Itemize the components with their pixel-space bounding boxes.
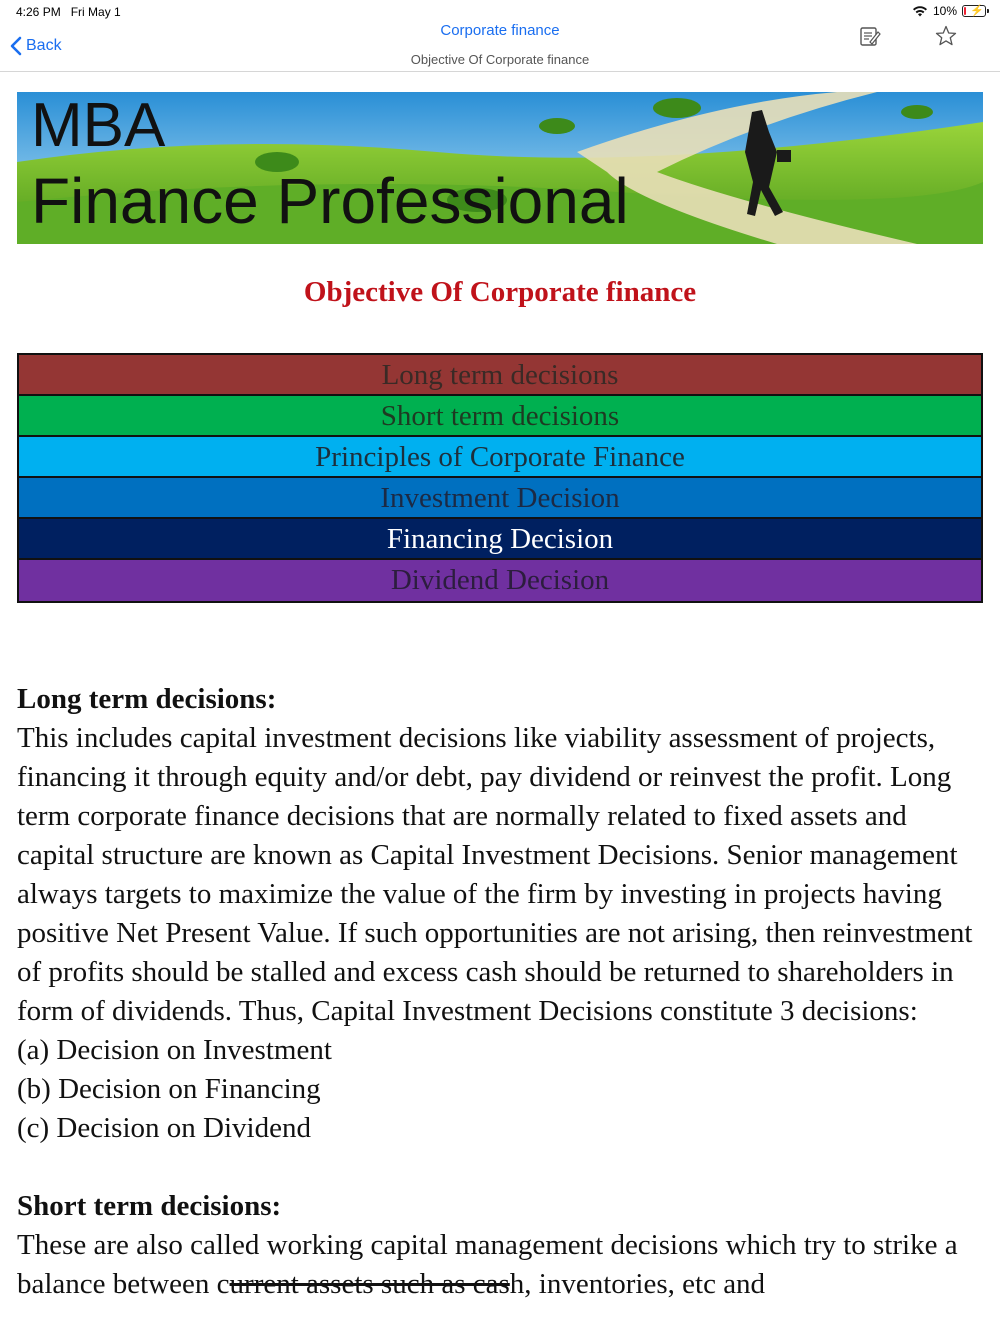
short-term-text-start: These are also called working capital management decisions which try to strike a balance between c <box>17 1229 958 1300</box>
status-bar <box>0 0 1000 22</box>
banner-image <box>17 92 983 244</box>
menu-item-long-term[interactable]: Long term decisions <box>19 355 981 396</box>
topic-menu <box>17 353 983 603</box>
battery-icon <box>962 5 986 17</box>
page-heading: Objective Of Corporate finance <box>303 276 697 308</box>
nav-subtitle: Objective Of Corporate finance <box>410 52 590 67</box>
list-item: (b) Decision on Financing <box>17 1073 321 1105</box>
nav-title: Corporate finance <box>440 22 560 39</box>
banner-title-line2: Finance Professional <box>31 165 629 237</box>
nav-bar <box>0 22 1000 72</box>
short-term-paragraph <box>17 1226 987 1304</box>
status-date: Fri May 1 <box>70 5 121 19</box>
charging-bolt-icon: ⚡ <box>970 5 984 17</box>
status-time: 4:26 PM Fri May 1 <box>16 5 121 19</box>
long-term-paragraph: This includes capital investment decisions like viability assessment of projects, financing it through equity and/or debt, pay dividend or reinvest the profit. Long term corporate finance decisions that are normally related to fixed assets and capital structure are known as Capital Investment Decisions. Senior management always targets to maximize the value of the firm by investing in projects having positive Net Present Value. If such opportunities are not arising, then reinvestment of profits should be stalled and excess cash should be returned to shareholders in form of dividends. Thus, Capital Investment Decisions constitute 3 decisions: <box>17 722 973 1027</box>
short-term-text-struck: urrent assets such as cas <box>229 1268 510 1300</box>
battery-level <box>964 7 966 15</box>
menu-item-dividend[interactable]: Dividend Decision <box>19 560 981 601</box>
status-right <box>912 4 986 18</box>
banner-title-line1: MBA <box>31 92 166 160</box>
menu-item-investment[interactable]: Investment Decision <box>19 478 981 519</box>
wifi-icon <box>912 5 928 17</box>
section-heading-long-term: Long term decisions: <box>17 683 277 715</box>
section-heading-short-term: Short term decisions: <box>17 1190 282 1222</box>
star-icon[interactable] <box>934 24 958 48</box>
menu-item-short-term[interactable]: Short term decisions <box>19 396 981 437</box>
menu-item-principles[interactable]: Principles of Corporate Finance <box>19 437 981 478</box>
list-item: (a) Decision on Investment <box>17 1034 332 1066</box>
list-item: (c) Decision on Dividend <box>17 1112 311 1144</box>
back-label: Back <box>26 37 62 54</box>
article-content <box>17 680 987 1304</box>
edit-note-icon[interactable] <box>858 24 882 48</box>
menu-item-financing[interactable]: Financing Decision <box>19 519 981 560</box>
battery-percent: 10% <box>932 4 957 18</box>
short-term-text-end: h, inventories, etc and <box>509 1268 766 1300</box>
